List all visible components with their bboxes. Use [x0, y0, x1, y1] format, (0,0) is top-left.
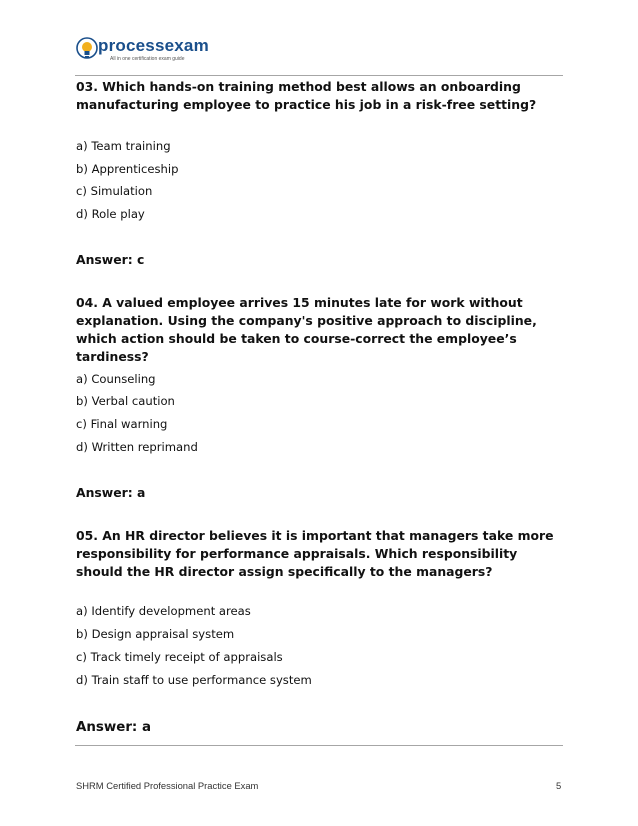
- question-text: 04. A valued employee arrives 15 minutes late for work without explanation. Using the company's positive approach to discipline, which action should be taken to course-correct the employee’s tardiness?: [76, 295, 537, 364]
- question-text: 03. Which hands-on training method best allows an onboarding manufacturing employee to practice his job in a risk-free setting?: [76, 79, 537, 112]
- header-divider: [75, 75, 563, 76]
- logo-tagline: All in one certification exam guide: [110, 56, 185, 62]
- answer-option: d) Train staff to use performance system: [76, 673, 312, 687]
- answer-option: a) Team training: [76, 139, 171, 153]
- logo-wordmark: processexam: [98, 36, 209, 55]
- answer-option: b) Verbal caution: [76, 394, 175, 408]
- answer-key: Answer: a: [76, 485, 146, 500]
- answer-option: c) Final warning: [76, 417, 168, 431]
- answer-option: c) Track timely receipt of appraisals: [76, 650, 283, 664]
- answer-key: Answer: a: [76, 720, 151, 735]
- answer-option: d) Role play: [76, 207, 145, 221]
- footer-divider: [75, 745, 563, 746]
- page-number: 5: [556, 780, 562, 791]
- lightbulb-icon: [76, 37, 98, 63]
- answer-option: c) Simulation: [76, 184, 153, 198]
- question-text: 05. An HR director believes it is important that managers take more responsibility for performance appraisals. Which responsibility should the HR director assign specifically to the managers?: [76, 528, 554, 579]
- processexam-logo: [76, 36, 209, 66]
- footer-title: SHRM Certified Professional Practice Exam: [76, 780, 259, 791]
- answer-option: a) Counseling: [76, 372, 156, 386]
- answer-option: b) Design appraisal system: [76, 627, 235, 641]
- answer-key: Answer: c: [76, 252, 145, 267]
- answer-option: d) Written reprimand: [76, 440, 198, 454]
- answer-option: a) Identify development areas: [76, 604, 251, 618]
- answer-option: b) Apprenticeship: [76, 162, 179, 176]
